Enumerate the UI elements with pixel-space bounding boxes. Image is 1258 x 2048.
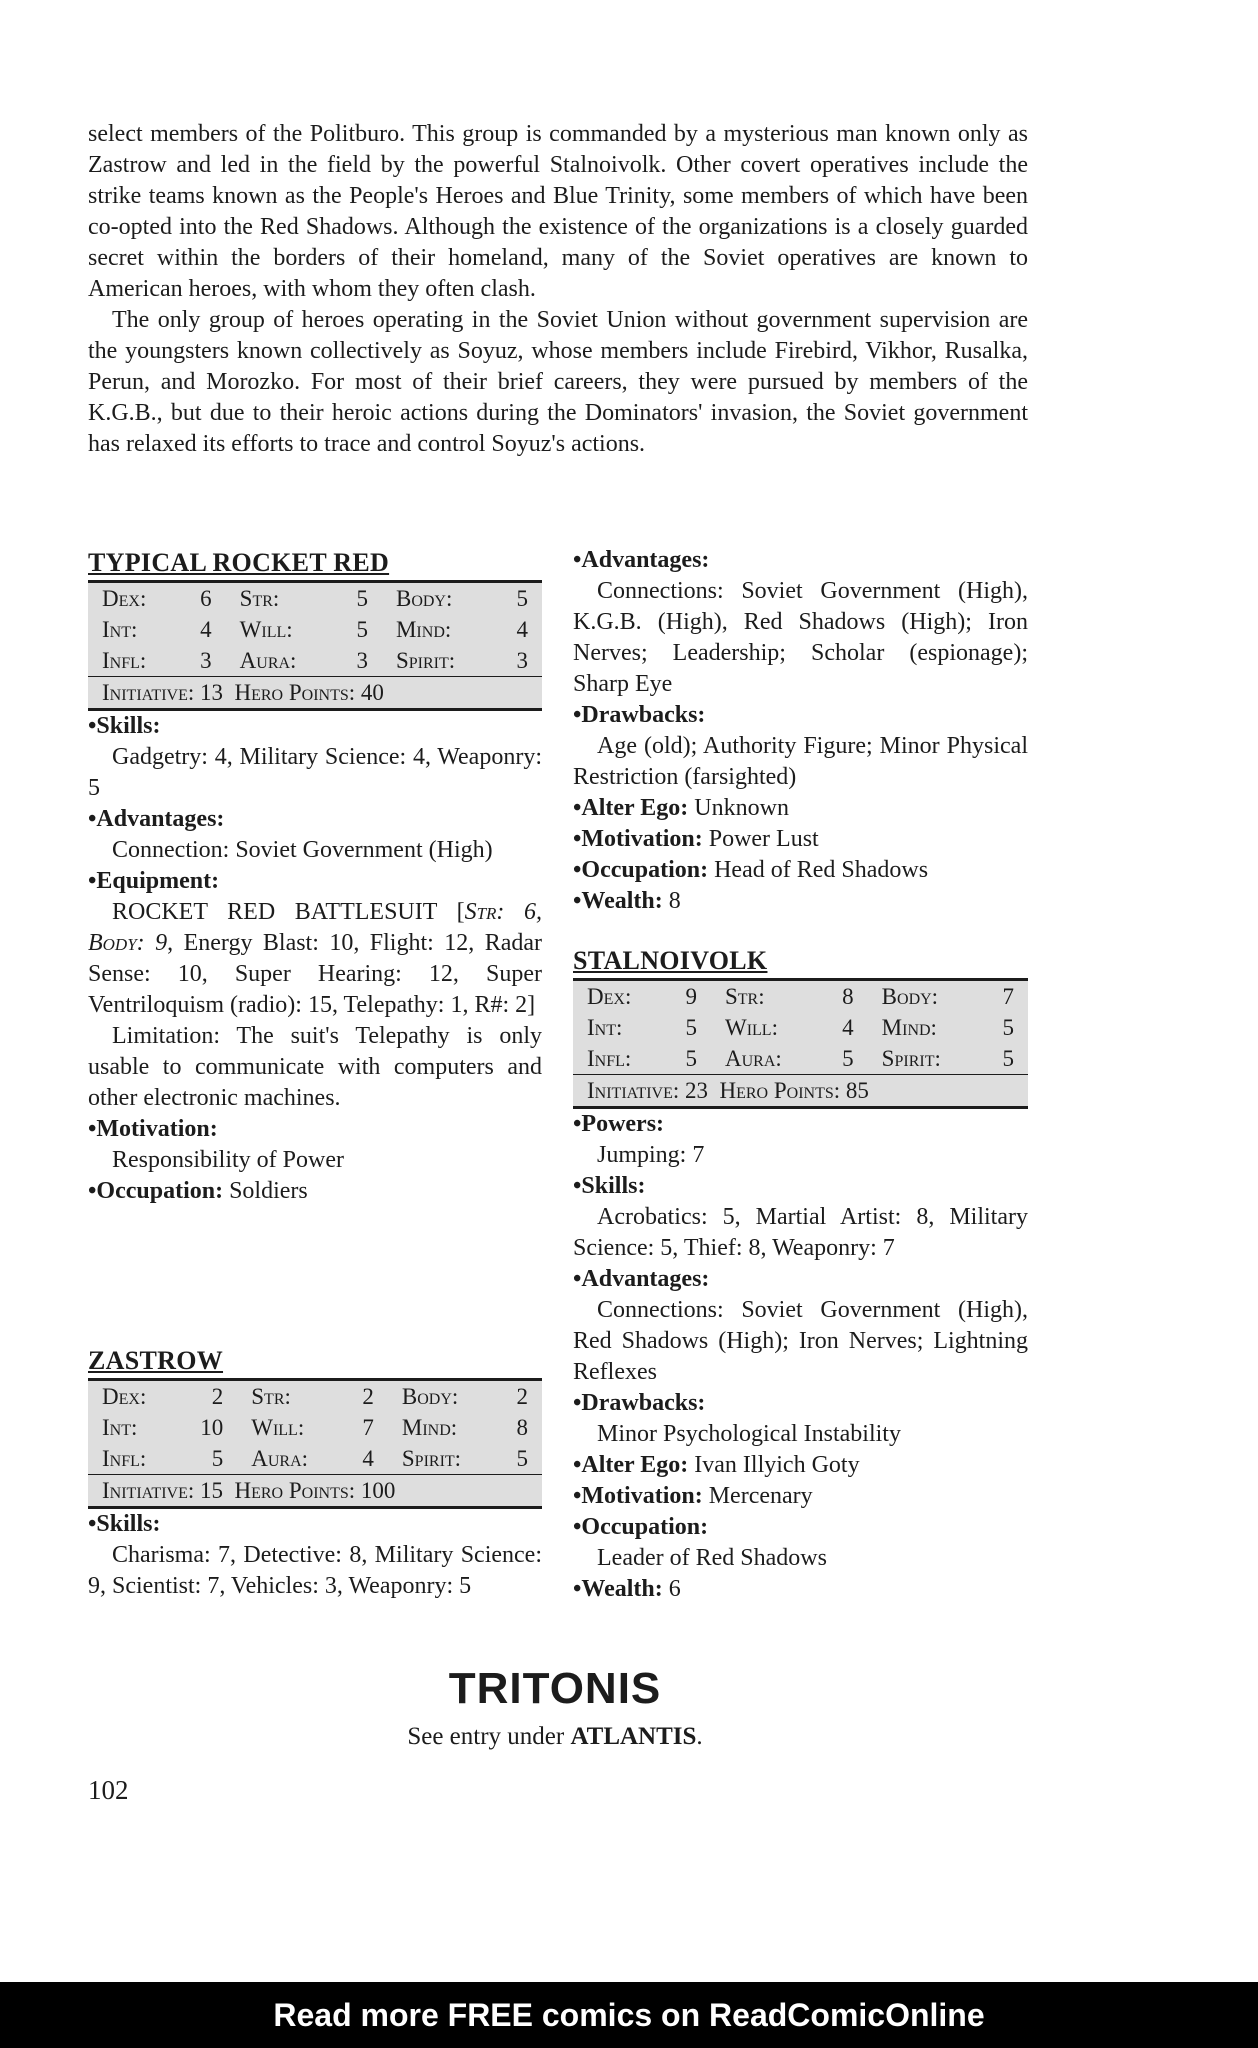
stalnoivolk-alter-ego: Ivan Illyich Goty	[694, 1452, 860, 1478]
stat-aura: 5	[842, 1046, 854, 1071]
stalnoivolk-block	[573, 946, 1028, 1605]
stat-body: 7	[1002, 984, 1014, 1009]
stat-str: 5	[356, 586, 368, 611]
stat-label-spirit: Spirit:	[395, 648, 456, 673]
wealth-label: • Wealth:	[573, 888, 663, 914]
occupation-heading: • Occupation:	[573, 1512, 1028, 1543]
rocket-red-occupation-line	[88, 1176, 542, 1207]
stat-label-dex: Dex:	[102, 1384, 147, 1409]
rocket-red-block	[88, 548, 542, 1207]
zastrow-motivation-line	[573, 824, 1028, 855]
tritonis-heading: TRITONIS	[448, 1664, 662, 1713]
zastrow-motivation: Power Lust	[708, 826, 819, 852]
stat-initiative: 23	[685, 1078, 708, 1103]
zastrow-occupation: Head of Red Shadows	[714, 857, 929, 883]
stat-dex: 9	[685, 984, 697, 1009]
stalnoivolk-wealth-line	[573, 1574, 1028, 1605]
zastrow-alter-ego-line	[573, 793, 1028, 824]
rocket-red-title: TYPICAL ROCKET RED	[88, 548, 390, 577]
stat-initiative: 15	[200, 1478, 223, 1503]
stat-label-dex: Dex:	[587, 984, 632, 1009]
rocket-red-stats	[88, 580, 542, 711]
rocket-red-skills: Gadgetry: 4, Military Science: 4, Weaponry: 5	[88, 744, 542, 801]
initiative-row	[88, 677, 542, 710]
stat-label-will: Will:	[239, 617, 293, 642]
equipment-heading: • Equipment:	[88, 866, 542, 897]
rocket-red-occupation: Soldiers	[229, 1178, 308, 1204]
stalnoivolk-alter-ego-line	[573, 1450, 1028, 1481]
see-entry-target: ATLANTIS	[570, 1723, 697, 1750]
stat-infl: 3	[200, 648, 212, 673]
stat-mind: 5	[1002, 1015, 1014, 1040]
see-entry-period: .	[696, 1723, 703, 1750]
stat-label-body: Body:	[395, 586, 453, 611]
stat-aura: 4	[362, 1446, 374, 1471]
advantages-heading: • Advantages:	[573, 545, 1028, 576]
stat-label-infl: Infl:	[102, 1446, 147, 1471]
stalnoivolk-motivation-line	[573, 1481, 1028, 1512]
stat-body: 2	[516, 1384, 528, 1409]
zastrow-block	[88, 1346, 542, 1602]
stat-dex: 2	[211, 1384, 224, 1409]
stat-label-initiative: Initiative:	[102, 1478, 195, 1503]
equipment-powers: , Energy Blast: 10, Flight: 12, Radar Sense: 10, Super Hearing: 12, Super Ventriloquism (radio): 15, Telepathy: 1, R#: 2]	[88, 930, 543, 1018]
skills-heading: • Skills:	[573, 1171, 1028, 1202]
stat-label-infl: Infl:	[102, 648, 147, 673]
stat-infl: 5	[685, 1046, 697, 1071]
stat-int: 4	[200, 617, 212, 642]
stalnoivolk-stats	[573, 978, 1028, 1109]
alter-ego-label: • Alter Ego:	[573, 1452, 688, 1478]
footer-text[interactable]: Read more FREE comics on ReadComicOnline	[273, 1997, 985, 2033]
stat-mind: 8	[516, 1415, 528, 1440]
stat-label-infl: Infl:	[587, 1046, 632, 1071]
stat-label-mind: Mind:	[881, 1015, 937, 1040]
intro-paragraph-1: select members of the Politburo. This group is commanded by a mysterious man known only as Zastrow and led in the field by the powerful Stalnoivolk. Other covert operatives include the strike teams known as the People's Heroes and Blue Trinity, some members of which have been co-opted into the Red Shadows. Although the existence of the organizations is a closely guarded secret within the borders of their homeland, many of the Soviet operatives are known to American heroes, with whom they often clash.	[88, 121, 1028, 302]
stalnoivolk-skills: Acrobatics: 5, Martial Artist: 8, Military Science: 5, Thief: 8, Weaponry: 7	[573, 1204, 1028, 1261]
stat-will: 4	[842, 1015, 854, 1040]
stat-int: 10	[200, 1415, 224, 1440]
stat-label-str: Str:	[239, 586, 280, 611]
stat-label-body: Body:	[881, 984, 939, 1009]
skills-heading: • Skills:	[88, 1509, 542, 1540]
footer-banner[interactable]	[0, 1982, 1258, 2048]
stat-body: 5	[516, 586, 528, 611]
zastrow-wealth-line	[573, 886, 1028, 917]
advantages-heading: • Advantages:	[88, 804, 542, 835]
zastrow-skills: Charisma: 7, Detective: 8, Military Science: 9, Scientist: 7, Vehicles: 3, Weaponry: 5	[88, 1542, 542, 1599]
stat-label-aura: Aura:	[724, 1046, 782, 1071]
powers-heading: • Powers:	[573, 1109, 1028, 1140]
intro-paragraph-2: The only group of heroes operating in the Soviet Union without government supervision are the youngsters known collectively as Soyuz, whose members include Firebird, Vikhor, Rusalka, Perun, and Morozko. For most of their brief careers, they were pursued by members of the K.G.B., but due to their heroic actions during the Dominators' invasion, the Soviet government has relaxed its efforts to trace and control Soyuz's actions.	[88, 307, 1028, 457]
stat-str: 2	[362, 1384, 374, 1409]
stat-aura: 3	[356, 648, 368, 673]
advantages-heading: • Advantages:	[573, 1264, 1028, 1295]
drawbacks-heading: • Drawbacks:	[573, 700, 1028, 731]
initiative-row	[573, 1075, 1028, 1108]
stat-label-mind: Mind:	[395, 617, 452, 642]
stat-dex: 6	[200, 586, 212, 611]
stalnoivolk-motivation: Mercenary	[708, 1483, 813, 1509]
wealth-label: • Wealth:	[573, 1576, 663, 1602]
zastrow-drawbacks: Age (old); Authority Figure; Minor Physical Restriction (farsighted)	[573, 733, 1028, 790]
zastrow-occupation-line	[573, 855, 1028, 886]
motivation-label: • Motivation:	[573, 1483, 703, 1509]
stat-label-int: Int:	[102, 617, 138, 642]
equipment-str-label: Str:	[464, 899, 505, 925]
stat-label-int: Int:	[102, 1415, 138, 1440]
rocket-red-advantages: Connection: Soviet Government (High)	[112, 837, 493, 863]
intro-text	[88, 119, 1028, 460]
occupation-label: • Occupation:	[88, 1178, 223, 1204]
stat-spirit: 5	[516, 1446, 528, 1471]
page-number: 102	[88, 1775, 129, 1805]
tritonis-see-entry	[0, 1722, 1110, 1752]
zastrow-stats	[88, 1378, 542, 1509]
stat-will: 7	[362, 1415, 374, 1440]
zastrow-wealth: 8	[668, 888, 681, 914]
stat-label-spirit: Spirit:	[401, 1446, 462, 1471]
stat-label-aura: Aura:	[251, 1446, 309, 1471]
stat-label-aura: Aura:	[239, 648, 297, 673]
alter-ego-label: • Alter Ego:	[573, 795, 688, 821]
stat-label-initiative: Initiative:	[587, 1078, 680, 1103]
stat-mind: 4	[516, 617, 528, 642]
stat-hero-points: 85	[845, 1078, 869, 1103]
stat-label-str: Str:	[251, 1384, 291, 1409]
zastrow-continued-block	[573, 545, 1028, 917]
stalnoivolk-occupation: Leader of Red Shadows	[597, 1545, 827, 1571]
stat-label-mind: Mind:	[401, 1415, 458, 1440]
stat-str: 8	[842, 984, 854, 1009]
stat-label-will: Will:	[251, 1415, 305, 1440]
stat-hero-points: 100	[360, 1478, 396, 1503]
stalnoivolk-wealth: 6	[668, 1576, 681, 1602]
stalnoivolk-powers: Jumping: 7	[597, 1142, 705, 1168]
stat-label-hero-points: Hero Points:	[234, 680, 356, 705]
stat-infl: 5	[211, 1446, 224, 1471]
stat-label-str: Str:	[724, 984, 765, 1009]
stalnoivolk-title: STALNOIVOLK	[573, 946, 768, 975]
motivation-label: • Motivation:	[573, 826, 703, 852]
stalnoivolk-advantages: Connections: Soviet Government (High), Red Shadows (High); Iron Nerves; Lightning Reflexes	[573, 1297, 1028, 1385]
stat-spirit: 3	[516, 648, 528, 673]
rocket-red-equipment	[88, 897, 542, 1021]
stat-label-hero-points: Hero Points:	[719, 1078, 841, 1103]
stat-initiative: 13	[200, 680, 223, 705]
equipment-body-value: 9	[144, 930, 168, 956]
stat-int: 5	[685, 1015, 697, 1040]
equipment-str-value: 6,	[504, 899, 542, 925]
stat-label-int: Int:	[587, 1015, 623, 1040]
initiative-row	[88, 1475, 542, 1508]
stat-label-will: Will:	[724, 1015, 778, 1040]
stat-label-spirit: Spirit:	[881, 1046, 941, 1071]
zastrow-alter-ego: Unknown	[694, 795, 789, 821]
occupation-label: • Occupation:	[573, 857, 708, 883]
motivation-heading: • Motivation:	[88, 1114, 542, 1145]
equipment-name: ROCKET RED BATTLESUIT [	[112, 899, 465, 925]
stat-spirit: 5	[1002, 1046, 1014, 1071]
see-entry-text: See entry under	[407, 1723, 571, 1750]
stat-label-body: Body:	[401, 1384, 459, 1409]
stat-hero-points: 40	[360, 680, 384, 705]
drawbacks-heading: • Drawbacks:	[573, 1388, 1028, 1419]
skills-heading: • Skills:	[88, 711, 542, 742]
equipment-body-label: Body:	[88, 930, 145, 956]
zastrow-title: ZASTROW	[88, 1346, 224, 1375]
stat-will: 5	[356, 617, 368, 642]
stat-label-hero-points: Hero Points:	[234, 1478, 356, 1503]
rocket-red-motivation: Responsibility of Power	[112, 1147, 344, 1173]
rocket-red-limitation: Limitation: The suit's Telepathy is only usable to communicate with computers and other electronic machines.	[88, 1023, 542, 1111]
stat-label-dex: Dex:	[102, 586, 147, 611]
stalnoivolk-drawbacks: Minor Psychological Instability	[597, 1421, 901, 1447]
stat-label-initiative: Initiative:	[102, 680, 195, 705]
zastrow-advantages: Connections: Soviet Government (High), K.G.B. (High), Red Shadows (High); Iron Nerves; Leadership; Scholar (espionage); Sharp Eye	[573, 578, 1028, 697]
